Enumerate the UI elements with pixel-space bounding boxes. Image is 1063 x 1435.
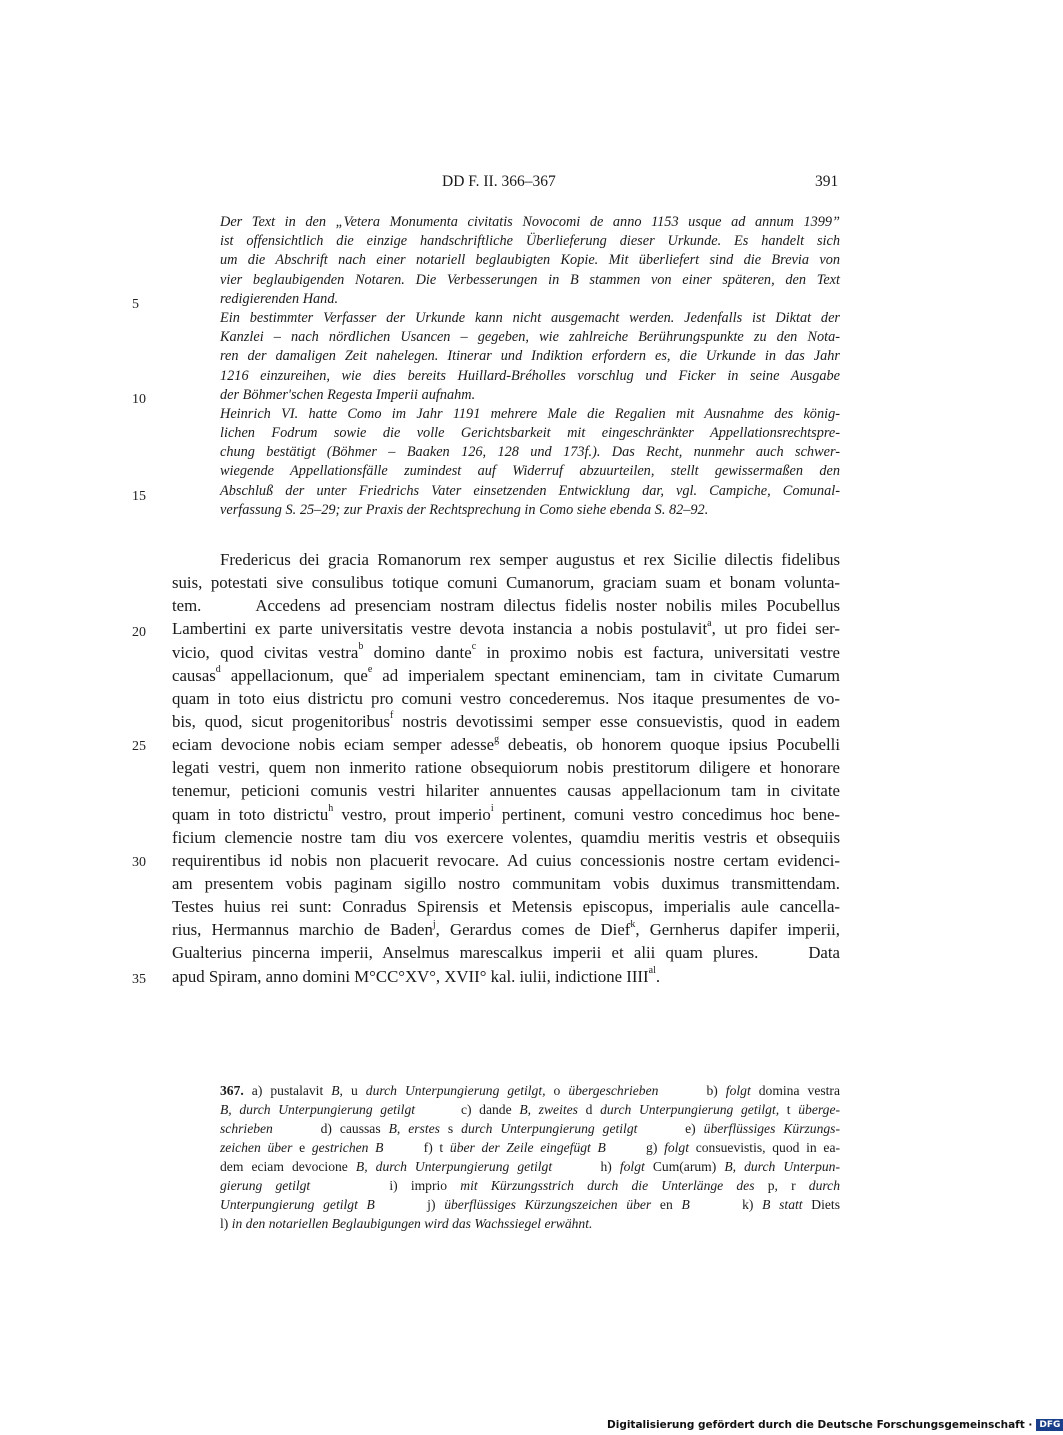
footnote-text: consuevistis, quod in ea- xyxy=(689,1140,841,1155)
charter-line: Fredericus dei gracia Romanorum rex semper augustus et rex Sicilie dilectis fidelibus xyxy=(220,550,840,569)
footnote-text: B, erstes xyxy=(388,1121,440,1136)
charter-segment: Lambertini ex parte universitatis vestre devota instancia a nobis postulavit xyxy=(172,619,708,639)
charter-segment: , ut pro fidei ser- xyxy=(711,619,840,639)
footnote-text: gestrichen B xyxy=(311,1140,384,1155)
footnote-text: d) caussas xyxy=(272,1121,389,1136)
footnote-text: k) xyxy=(689,1197,763,1212)
charter-segment: Accedens ad presenciam nostram dilectus fidelis noster nobilis miles Pocubellus xyxy=(255,596,840,616)
footnote-text: überflüssiges Kürzungs- xyxy=(703,1121,840,1136)
footnote-line xyxy=(220,1176,840,1195)
footnote-text: durch Unterpungierung getilgt, xyxy=(600,1102,780,1117)
footnote-mark[interactable]: c xyxy=(471,640,477,652)
footnote-text: e xyxy=(292,1140,312,1155)
footnote-line xyxy=(220,1138,840,1157)
footnote-text: domina vestra xyxy=(750,1083,840,1098)
commentary-line: chung bestätigt (Böhmer – Baaken 126, 128 und 173f.). Das Recht, nunmehr auch schwer- xyxy=(220,444,840,461)
charter-line: am presentem vobis paginam sigillo nostro communitam vobis duximus transmittendam. xyxy=(172,873,840,893)
footnote-text: i) imprio xyxy=(310,1178,461,1193)
charter-segment: pertinent, comuni vestro concedimus hoc bene- xyxy=(493,804,840,824)
charter-line: requirentibus id nobis non placuerit revocare. Ad cuius concessionis nostre certam evidenci- xyxy=(172,850,840,870)
charter-line xyxy=(172,803,840,826)
editorial-commentary xyxy=(220,213,840,520)
footnote-text: b) xyxy=(658,1083,726,1098)
footnote-mark[interactable]: i xyxy=(490,802,494,814)
commentary-line: Der Text in den „Vetera Monumenta civitatis Novocomi de anno 1153 usque ad annum 1399” xyxy=(220,214,840,230)
line-number-10: 10 xyxy=(132,392,146,407)
charter-segment: bis, quod, sicut progenitoribus xyxy=(172,711,390,731)
footnote-line xyxy=(220,1214,840,1233)
commentary-line: Kanzlei – nach nördlichen Usancen – gegeben, wie zahlreiche Berührungspunkte zu den Nota- xyxy=(220,329,840,346)
commentary-line: um die Abschrift nach einer notariell beglaubigten Kopie. Mit überliefert sind die Brevia von xyxy=(220,252,840,269)
footnote-text: mit Kürzungsstrich durch die Unterlänge des xyxy=(460,1178,755,1193)
commentary-line: der Böhmer'schen Regesta Imperii aufnahm. xyxy=(220,386,476,403)
commentary-line: lichen Fodrum sowie die volle Gerichtsbarkeit mit eingeschränkter Appellationsrechtspre- xyxy=(220,425,840,442)
charter-segment: apud Spiram, anno domini M°CC°XV°, XVII° kal. iulii, indictione IIII xyxy=(172,966,649,986)
charter-segment: , Gernherus dapifer imperii, xyxy=(635,920,840,940)
footnote-text: folgt xyxy=(619,1159,645,1174)
footnote-mark[interactable]: f xyxy=(389,710,394,722)
footnote-text: e) xyxy=(637,1121,704,1136)
footnote-text: B, zweites xyxy=(519,1102,578,1117)
footnote-text: l) xyxy=(220,1216,232,1231)
footnote-text: Cum(arum) xyxy=(644,1159,725,1174)
footnote-mark[interactable]: e xyxy=(367,664,373,676)
charter-line xyxy=(172,594,840,617)
footnote-text: folgt xyxy=(725,1083,751,1098)
charter-segment: vicio, quod civitas vestra xyxy=(172,642,359,662)
charter-line xyxy=(172,664,840,687)
charter-line: ficium clemencie nostre tam diu vos exercere volentes, quamdiu meritis vestris et obsequiis xyxy=(172,827,840,847)
footnote-text: B, durch Unterpungierung getilgt xyxy=(355,1159,553,1174)
funding-text: Digitalisierung gefördert durch die Deutsche Forschungsgemeinschaft · xyxy=(607,1419,1033,1431)
footnote-text: s xyxy=(439,1121,462,1136)
running-header xyxy=(0,173,1000,195)
footnote-text: zeichen über xyxy=(220,1140,293,1155)
footnote-line xyxy=(220,1100,840,1119)
footnote-text: überflüssiges Kürzungszeichen über xyxy=(444,1197,652,1212)
footnote-line xyxy=(220,1157,840,1176)
charter-text xyxy=(172,548,840,988)
charter-segment: ad imperialem spectant eminenciam, tam in civitate Cumarum xyxy=(372,665,840,685)
charter-segment: rius, Hermannus marchio de Baden xyxy=(172,920,433,940)
commentary-line: redigierenden Hand. xyxy=(220,290,339,307)
charter-segment: in proximo nobis est factura, universitati vestre xyxy=(476,642,841,662)
document-number: 367. xyxy=(220,1083,244,1098)
commentary-line: ren der damaligen Zeit nahelegen. Itinerar und Indiktion erfordern es, die Urkunde in das Jahr xyxy=(220,348,840,365)
footnote-text: t xyxy=(779,1102,799,1117)
footnote-text: B, durch Unterpungierung getilgt xyxy=(220,1102,416,1117)
line-number-5: 5 xyxy=(132,297,139,312)
footnote-mark[interactable]: g xyxy=(494,733,500,745)
footnote-text: B, durch Unterpun- xyxy=(724,1159,840,1174)
line-number-25: 25 xyxy=(132,739,146,754)
charter-line xyxy=(172,617,840,640)
footnote-text: , u xyxy=(339,1083,366,1098)
charter-segment: domino dante xyxy=(363,642,472,662)
footnote-mark[interactable]: j xyxy=(432,918,436,930)
charter-line: tenemur, peticioni comunis vestri hilariter annuentes causas appellacionum tam in civitate xyxy=(172,781,840,801)
charter-segment: Gualterius pincerna imperii, Anselmus marescalkus imperii et alii quam plures. xyxy=(172,943,759,963)
commentary-line: Abschluß der unter Friedrichs Vater einsetzenden Entwicklung dar, vgl. Campiche, Comunal- xyxy=(220,482,840,499)
line-number-30: 30 xyxy=(132,855,146,870)
charter-line xyxy=(172,710,840,733)
charter-line: quam in toto eius districtu pro comuni vestro concederemus. Nos itaque presumentes de vo- xyxy=(172,688,840,708)
charter-line: suis, potestati sive consulibus totique comuni Cumanorum, graciam suam et bonam volunta- xyxy=(172,573,840,593)
charter-segment: , Gerardus comes de Dief xyxy=(435,920,631,940)
line-number-20: 20 xyxy=(132,625,146,640)
footnote-mark[interactable]: a xyxy=(707,617,712,629)
commentary-line: wiegende Appellationsfälle zumindest auf Widerruf abzuurteilen, stellt gewissermaßen den xyxy=(220,463,840,480)
commentary-line: Heinrich VI. hatte Como im Jahr 1191 mehrere Male die Regalien mit Ausnahme des könig- xyxy=(220,405,840,422)
footnote-text: f) t xyxy=(383,1140,450,1155)
footnote-text: o xyxy=(545,1083,569,1098)
charter-line: Testes huius rei sunt: Conradus Spirensis et Metensis episcopus, imperialis aule cancella- xyxy=(172,897,840,917)
footnote-text: dem eciam devocione xyxy=(220,1159,356,1174)
footnote-text: p, r xyxy=(754,1178,809,1193)
charter-line: legati vestri, quem non inmerito ratione obsequiorum nobis prestitorum diligere et honorare xyxy=(172,758,840,778)
footnote-text: h) xyxy=(552,1159,620,1174)
footnote-text: d xyxy=(577,1102,601,1117)
footnote-mark[interactable]: b xyxy=(358,640,364,652)
footnote-text: c) dande xyxy=(415,1102,520,1117)
charter-segment: quam in toto districtu xyxy=(172,804,329,824)
commentary-line: verfassung S. 25–29; zur Praxis der Rechtsprechung in Como siehe ebenda S. 82–92. xyxy=(220,501,709,518)
funding-footer xyxy=(607,1417,1063,1433)
charter-segment: causas xyxy=(172,665,216,685)
footnote-text: g) xyxy=(605,1140,665,1155)
footnote-text: a) pustalavit xyxy=(243,1083,332,1098)
footnote-text: Diets xyxy=(802,1197,840,1212)
footnote-line xyxy=(220,1119,840,1138)
charter-segment: appellacionum, que xyxy=(220,665,368,685)
charter-segment: nostris devotissimi semper esse consuevistis, quod in eadem xyxy=(393,711,840,731)
page-number: 391 xyxy=(815,173,839,190)
footnote-text: über der Zeile eingefügt B xyxy=(449,1140,606,1155)
critical-apparatus xyxy=(220,1081,840,1233)
footnote-text: gierung getilgt xyxy=(220,1178,311,1193)
footnote-text: Unterpungierung getilgt B xyxy=(220,1197,375,1212)
footnote-text: schrieben xyxy=(220,1121,273,1136)
footnote-text: durch xyxy=(808,1178,841,1193)
charter-line xyxy=(172,941,840,964)
footnote-line xyxy=(220,1195,840,1214)
charter-segment: debeatis, ob honorem quoque ipsius Pocubelli xyxy=(499,735,840,755)
line-number-15: 15 xyxy=(132,489,146,504)
footnote-text: in den notariellen Beglaubigungen wird das Wachssiegel erwähnt. xyxy=(231,1216,593,1231)
charter-line xyxy=(172,918,840,941)
charter-line xyxy=(172,641,840,664)
footnote-line xyxy=(220,1081,840,1100)
commentary-line: ist offensichtlich die einzige handschriftliche Überlieferung dieser Urkunde. Es handelt sich xyxy=(220,233,840,250)
charter-segment: eciam devocione nobis eciam semper adesse xyxy=(172,735,495,755)
footnote-text: B xyxy=(681,1197,690,1212)
footnote-text: folgt xyxy=(664,1140,689,1155)
footnote-mark[interactable]: d xyxy=(215,664,221,676)
footnote-text: B xyxy=(331,1083,340,1098)
footnote-text: B statt xyxy=(762,1197,803,1212)
commentary-line: Ein bestimmter Verfasser der Urkunde kann nicht ausgemacht werden. Jedenfalls ist Diktat der xyxy=(220,309,840,326)
line-number-35: 35 xyxy=(132,972,146,987)
footnote-mark[interactable]: k xyxy=(630,918,636,930)
footnote-text: j) xyxy=(374,1197,445,1212)
footnote-text: durch Unterpungierung getilgt, xyxy=(365,1083,546,1098)
dfg-logo-icon: DFG xyxy=(1036,1419,1063,1431)
running-title: DD F. II. 366–367 xyxy=(442,173,556,190)
charter-segment: vestro, prout imperio xyxy=(333,804,491,824)
footnote-text: übergeschrieben xyxy=(568,1083,659,1098)
footnote-text: en xyxy=(651,1197,682,1212)
commentary-line: 1216 einzureihen, wie dies bereits Huillard-Bréholles vorschlug und Ficker in seine Ausgabe xyxy=(220,367,840,384)
footnote-text: überge- xyxy=(798,1102,841,1117)
footnote-mark[interactable]: al xyxy=(648,964,656,976)
footnote-text: durch Unterpungierung getilgt xyxy=(461,1121,638,1136)
charter-line xyxy=(172,965,840,988)
charter-segment: . xyxy=(655,966,661,986)
charter-segment: Data xyxy=(808,943,840,963)
commentary-line: vier beglaubigenden Notaren. Die Verbesserungen in B stammen von einer späteren, den Text xyxy=(220,271,840,288)
footnote-mark[interactable]: h xyxy=(328,802,334,814)
charter-line xyxy=(172,733,840,756)
charter-segment: tem. xyxy=(172,596,202,616)
